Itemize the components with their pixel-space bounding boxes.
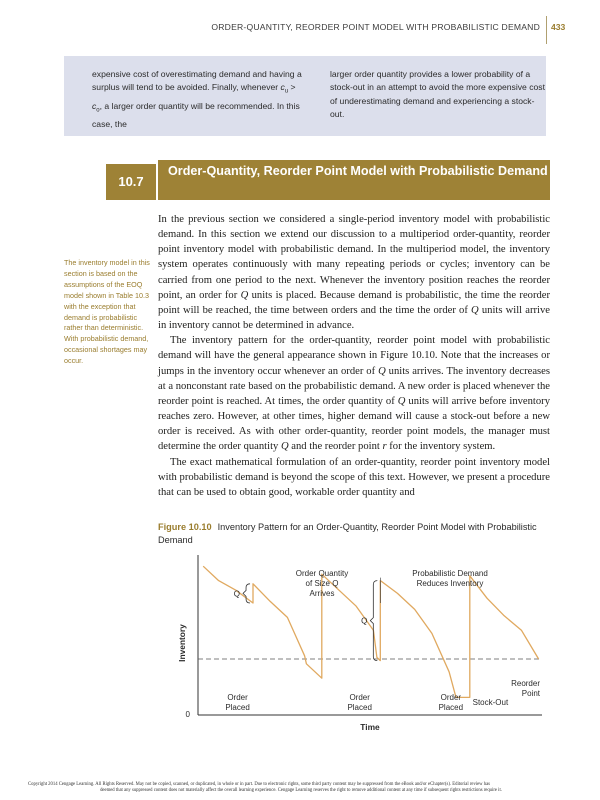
- copyright-line-1: Copyright 2014 Cengage Learning. All Rights Reserved. May not be copied, scanned, or duplicated, in whole or in part. Due to electronic rights, some third party content may be suppressed from the eBook and/or eChapter(s). Editorial review has: [28, 782, 490, 787]
- running-title: ORDER-QUANTITY, REORDER POINT MODEL WITH PROBABILISTIC DEMAND: [211, 22, 540, 32]
- inventory-pattern-chart: [150, 545, 550, 735]
- section-number: 10.7: [106, 164, 156, 200]
- figure-caption: [158, 521, 550, 546]
- x-axis-label: Time: [360, 722, 380, 732]
- margin-note: The inventory model in this section is based on the assumptions of the EOQ model shown in Table 10.3 with the exception that demand is probabilistic rather than deterministic. With probabilistic demand, occasional shortages may occur.: [64, 258, 150, 366]
- body-paragraph: In the previous section we considered a single-period inventory model with probabilistic demand. In this section we extend our discussion to a multiperiod order-quantity, reorder point inventory model with probabilistic demand. In the multiperiod model, the inventory system operates continuously with many repeating periods or cycles; inventory can be carried from one period to the next. Whenever the inventory position reaches the reorder point, an order for Q units is placed. Because demand is probabilistic, the time the reorder point will be reached, the time between orders and the time the order of Q units will arrive in inventory cannot be determined in advance.: [158, 214, 550, 332]
- reorder-point-label: Point: [521, 689, 540, 698]
- annotation-order-arrives: of Size Q: [305, 579, 339, 588]
- figure-caption-text: Inventory Pattern for an Order-Quantity, Reorder Point Model with Probabilistic Demand: [158, 522, 537, 545]
- body-paragraph: The inventory pattern for the order-quantity, reorder point model with probabilistic demand will have the general appearance shown in Figure 10.10. Note that the increases or jumps in the inventory occur whenever an order of Q units arrives. The inventory decreases at a nonconstant rate based on the probabilistic demand. A new order is placed whenever the reorder point is reached. At times, the order quantity of Q units will arrive before inventory reaches zero. However, at other times, higher demand will cause a stock-out before a new order is received. As with other order-quantity, reorder point models, the manager must determine the order quantity Q and the reorder point r for the inventory system.: [158, 335, 550, 453]
- q-label: Q: [233, 589, 241, 599]
- y-tick-label: 0: [185, 710, 190, 719]
- q-label: Q: [361, 616, 368, 626]
- figure-label: Figure 10.10: [158, 522, 212, 532]
- annotation-demand-reduces: Reduces Inventory: [416, 579, 484, 588]
- shaded-box-left-text: expensive cost of overestimating demand and having a surplus will tend to be avoided. Finally, whenever $c_u > c_o$, a larger order quantity will be recommended. In this case, the: [92, 69, 302, 129]
- section-title: Order-Quantity, Reorder Point Model with Probabilistic Demand: [168, 164, 548, 178]
- annotation-order-arrives: Arrives: [309, 589, 335, 598]
- shaded-box-left-column: [92, 68, 307, 131]
- page-number: 433: [551, 22, 566, 32]
- body-text: [158, 212, 550, 500]
- header-divider: [546, 16, 547, 44]
- copyright-footer: [28, 782, 574, 794]
- shaded-box-right-column: [330, 68, 545, 122]
- order-placed-label: Placed: [438, 703, 464, 712]
- inventory-series-line: [203, 566, 538, 697]
- annotation-demand-reduces: Probabilistic Demand: [412, 569, 488, 578]
- body-paragraph: The exact mathematical formulation of an order-quantity, reorder point inventory model with probabilistic demand is beyond the scope of this text. However, we present a procedure that can be used to obtain good, workable order quantity and: [158, 456, 550, 498]
- order-placed-label: Order: [227, 693, 248, 702]
- order-placed-label: Placed: [225, 703, 250, 712]
- reorder-point-label: Reorder: [511, 679, 540, 688]
- stock-out-label: Stock-Out: [472, 698, 509, 707]
- order-placed-label: Placed: [347, 703, 372, 712]
- order-placed-label: Order: [440, 693, 462, 702]
- shaded-box-right-text: larger order quantity provides a lower probability of a stock-out in an attempt to avoid the more expensive cost of underestimating demand and experiencing a stock-out.: [330, 69, 545, 120]
- annotation-order-arrives: Order Quantity: [295, 569, 349, 578]
- y-axis-label: Inventory: [177, 624, 187, 662]
- order-placed-label: Order: [349, 693, 370, 702]
- copyright-line-2: deemed that any suppressed content does not materially affect the overall learning experience. Cengage Learning reserves the right to remove additional content at any time if subsequent rights restrictions require it.: [100, 788, 502, 794]
